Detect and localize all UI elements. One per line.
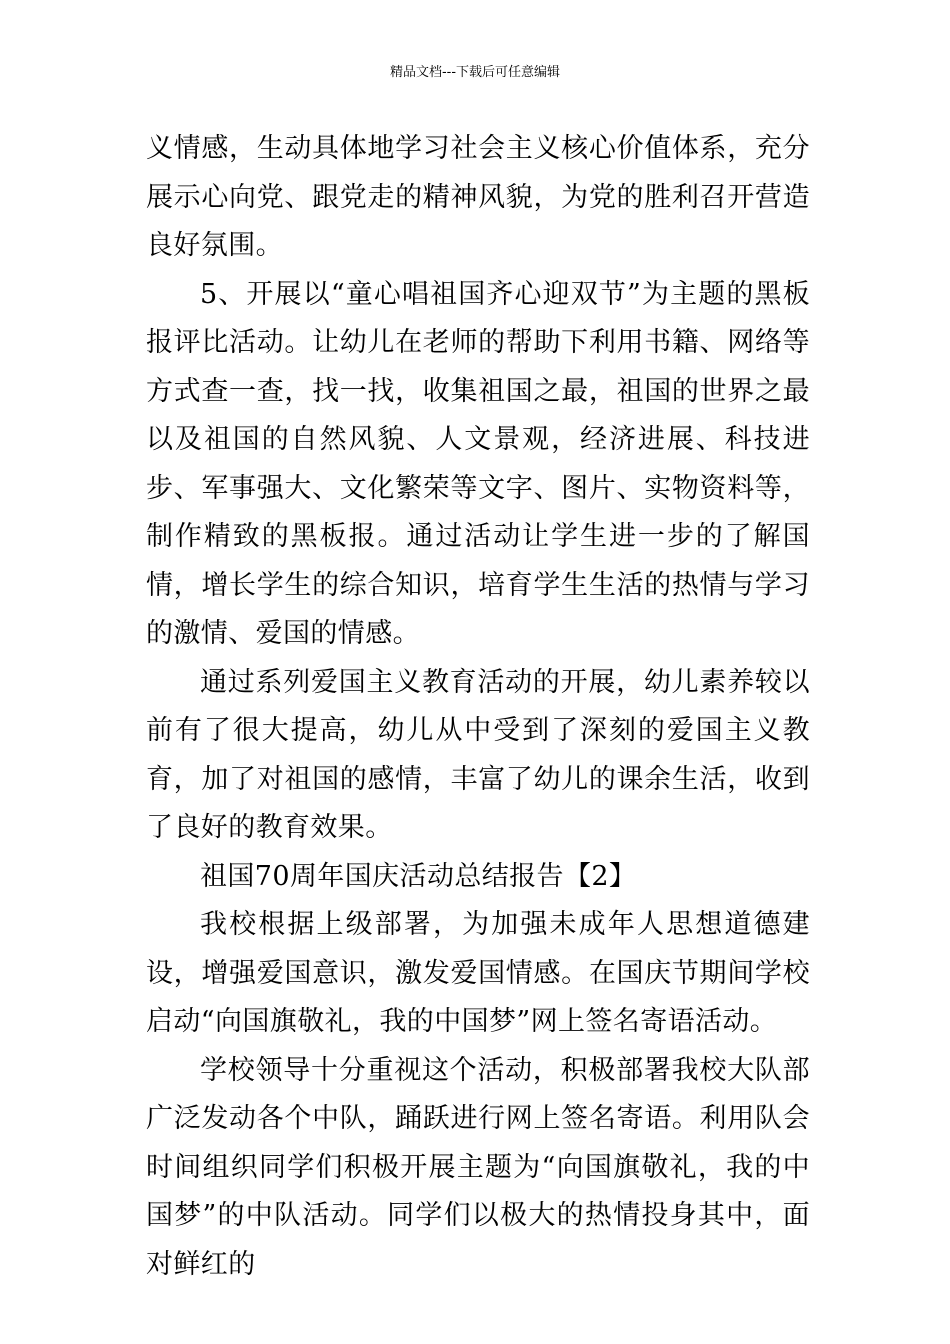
section-title: 祖国70周年国庆活动总结报告【2】 [200, 860, 637, 892]
paragraph-summary: 通过系列爱国主义教育活动的开展，幼儿素养较以前有了很大提高，幼儿从中受到了深刻的爱国主义教育，加了对祖国的感情，丰富了幼儿的课余生活，收到了良好的教育效果。 [146, 666, 810, 843]
document-body [146, 125, 810, 1289]
paragraph-blackboard-activity: 5、开展以“童心唱祖国齐心迎双节”为主题的黑板报评比活动。让幼儿在老师的帮助下利用书籍、网络等方式查一查，找一找，收集祖国之最，祖国的世界之最以及祖国的自然风貌、人文景观，经济进展、科技进步、军事强大、文化繁荣等文字、图片、实物资料等，制作精致的黑板报。通过活动让学生进一步的了解国情，增长学生的综合知识，培育学生生活的热情与学习的激情、爱国的情感。 [146, 278, 810, 649]
paragraph-school-deployment: 我校根据上级部署，为加强未成年人思想道德建设，增强爱国意识，激发爱国情感。在国庆节期间学校启动“向国旗敬礼，我的中国梦”网上签名寄语活动。 [146, 909, 810, 1037]
paragraph-leadership: 学校领导十分重视这个活动，积极部署我校大队部广泛发动各个中队，踊跃进行网上签名寄语。利用队会时间组织同学们积极开展主题为“向国旗敬礼，我的中国梦”的中队活动。同学们以极大的热情投身其中，面对鲜红的 [146, 1054, 810, 1280]
page-header: 精品文档---下载后可任意编辑 [389, 65, 561, 80]
paragraph-continuation: 义情感，生动具体地学习社会主义核心价值体系，充分展示心向党、跟党走的精神风貌，为党的胜利召开营造良好氛围。 [146, 133, 810, 261]
